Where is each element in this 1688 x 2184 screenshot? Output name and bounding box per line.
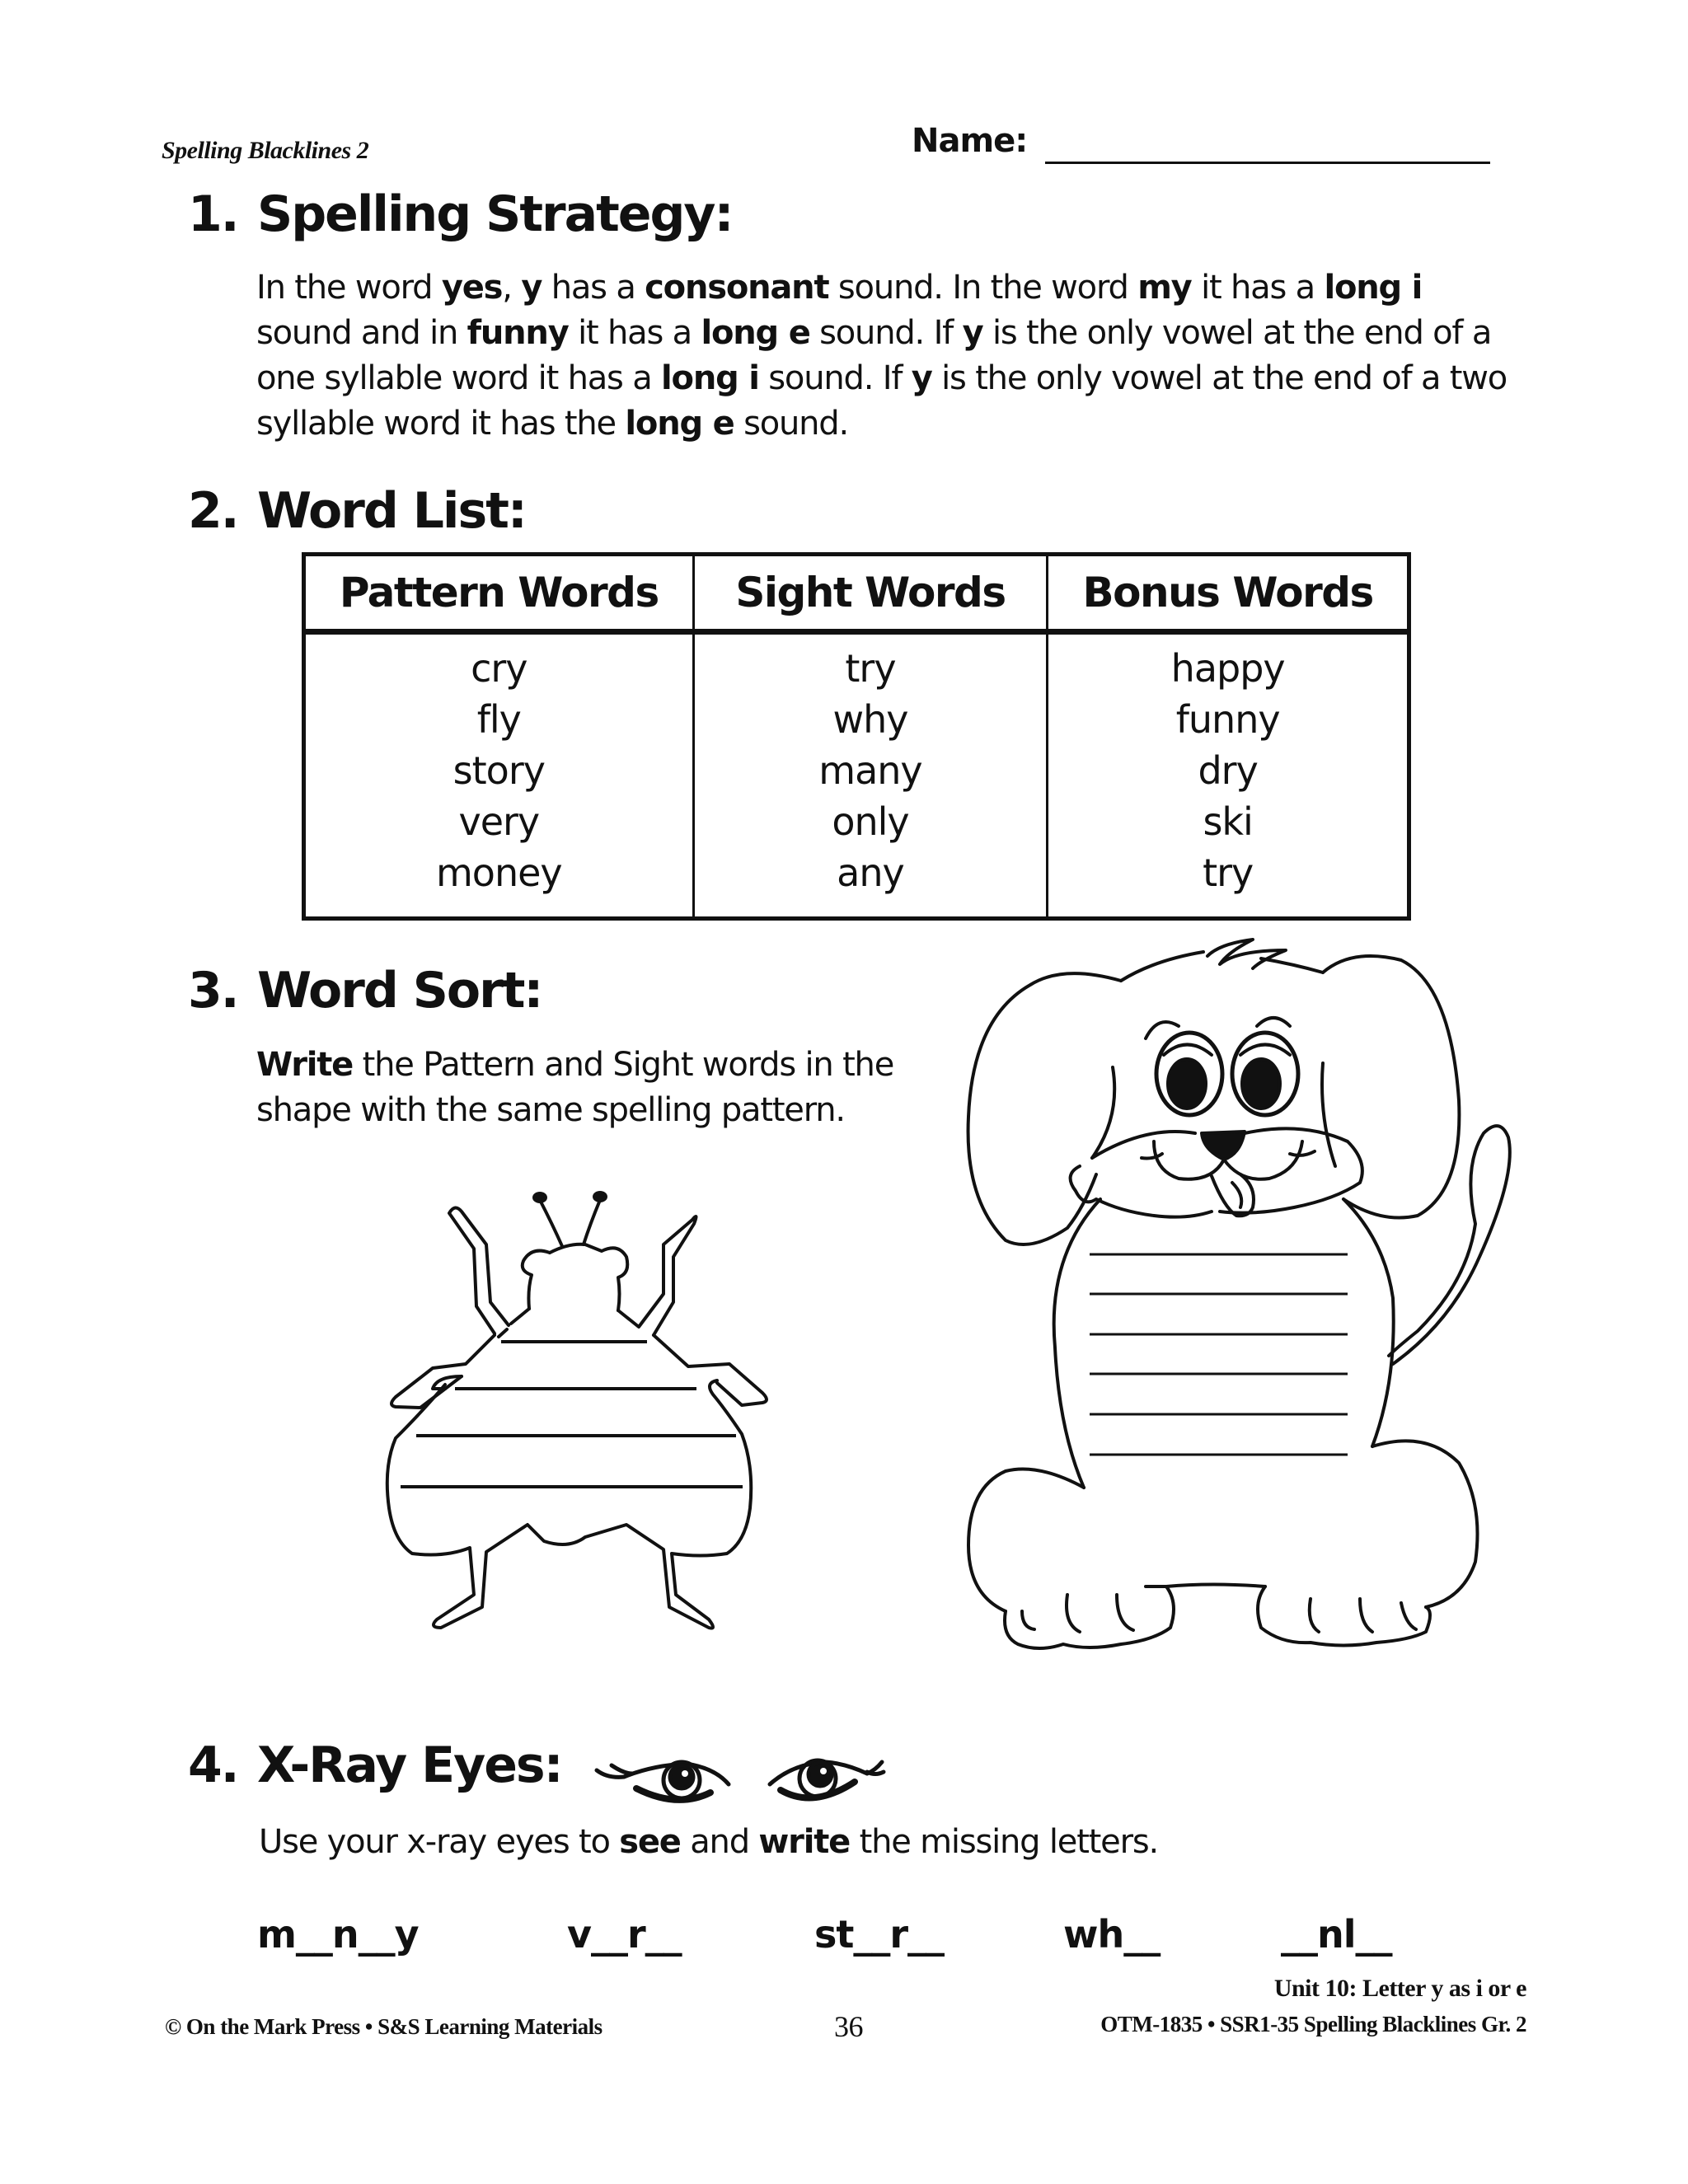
section-number: 4.: [188, 1736, 238, 1794]
strategy-paragraph: [256, 265, 1526, 447]
word: funny: [1175, 697, 1280, 742]
puzzle-word[interactable]: m__n__y: [257, 1912, 419, 1957]
word: fly: [476, 697, 521, 742]
text-run: and: [680, 1823, 759, 1861]
emphasis-text: funny: [467, 314, 569, 352]
word: only: [832, 799, 909, 844]
word: money: [435, 851, 562, 895]
text-run: sound. In the word: [828, 269, 1138, 307]
word: cry: [471, 646, 528, 691]
emphasis-text: consonant: [645, 269, 829, 307]
puzzle-word[interactable]: st__r__: [814, 1912, 945, 1957]
emphasis-text: see: [619, 1823, 681, 1861]
word: why: [832, 697, 908, 742]
emphasis-text: long e: [701, 314, 810, 352]
text-run: it has a: [568, 314, 701, 352]
emphasis-text: my: [1137, 269, 1192, 307]
word: story: [452, 748, 545, 793]
text-run: is the only vowel at the end of a two syllable word it has the: [256, 359, 1507, 443]
word: happy: [1170, 646, 1285, 691]
word: try: [845, 646, 896, 691]
emphasis-text: long i: [1324, 269, 1423, 307]
emphasis-text: write: [758, 1823, 851, 1861]
word: try: [1203, 851, 1254, 895]
word-sort-instruction: [256, 1043, 973, 1133]
word: any: [837, 851, 904, 895]
section-title: Word Sort:: [257, 962, 542, 1019]
word: very: [458, 799, 540, 844]
section-number: 1.: [188, 185, 238, 243]
emphasis-text: long e: [625, 405, 734, 443]
section-number: 2.: [188, 482, 238, 540]
bonus-words-cell: [1048, 632, 1409, 919]
copyright-notice: © On the Mark Press • S&S Learning Materials: [165, 2014, 603, 2039]
text-run: it has a: [1191, 269, 1325, 307]
column-header-pattern-words: Pattern Words: [304, 555, 694, 632]
text-run: In the word: [256, 269, 442, 307]
section-heading-word-list: [188, 482, 526, 540]
section-title: Spelling Strategy:: [257, 185, 733, 243]
puzzle-word[interactable]: wh__: [1063, 1912, 1160, 1957]
pattern-words-cell: [304, 632, 694, 919]
unit-label: Unit 10: Letter y as i or e: [1273, 1975, 1526, 2002]
section-title: Word List:: [257, 482, 526, 540]
text-run: sound. If: [809, 314, 963, 352]
text-run: the missing letters.: [850, 1823, 1158, 1861]
word-list-table: [302, 552, 1411, 921]
dog-shape-illustration: [956, 935, 1550, 1730]
text-run: is the only vowel at the end of a one syllable word it has a: [256, 314, 1492, 397]
section-heading-x-ray-eyes: [188, 1736, 562, 1794]
puzzle-word[interactable]: v__r__: [567, 1912, 682, 1957]
emphasis-text: y: [962, 314, 983, 352]
text-run: has a: [542, 269, 645, 307]
product-code: OTM-1835 • SSR1-35 Spelling Blacklines Gr. 2: [1100, 2012, 1526, 2036]
dog-icon: [956, 935, 1550, 1727]
text-run: sound and in: [256, 314, 467, 352]
emphasis-text: y: [521, 269, 542, 307]
x-ray-instruction: [259, 1820, 1158, 1865]
text-run: Use your x-ray eyes to: [259, 1823, 620, 1861]
emphasis-text: yes: [441, 269, 503, 307]
page-number: 36: [834, 2010, 863, 2043]
bug-shape-illustration: [346, 1179, 791, 1693]
section-heading-word-sort: [188, 962, 542, 1019]
section-number: 3.: [188, 962, 238, 1019]
eyes-icon: [587, 1747, 884, 1816]
word: ski: [1203, 799, 1253, 844]
emphasis-text: y: [911, 359, 932, 397]
bug-icon: [346, 1179, 791, 1690]
text-run: sound.: [734, 405, 848, 443]
instruction-text: the Pattern and Sight words in the shape with the same spelling pattern.: [256, 1046, 894, 1129]
sight-words-cell: [693, 632, 1048, 919]
word: dry: [1198, 748, 1258, 793]
name-label: Name:: [912, 122, 1028, 160]
column-header-bonus-words: Bonus Words: [1048, 555, 1409, 632]
name-field[interactable]: [1045, 162, 1490, 164]
text-run: sound. If: [758, 359, 912, 397]
puzzle-word[interactable]: __nl__: [1281, 1912, 1392, 1957]
series-title: Spelling Blacklines 2: [162, 137, 369, 164]
section-title: X-Ray Eyes:: [257, 1736, 562, 1794]
text-run: ,: [502, 269, 522, 307]
section-heading-spelling-strategy: [188, 185, 733, 243]
instruction-emphasis: Write: [256, 1046, 354, 1084]
word: many: [818, 748, 922, 793]
column-header-sight-words: Sight Words: [693, 555, 1048, 632]
emphasis-text: long i: [661, 359, 759, 397]
